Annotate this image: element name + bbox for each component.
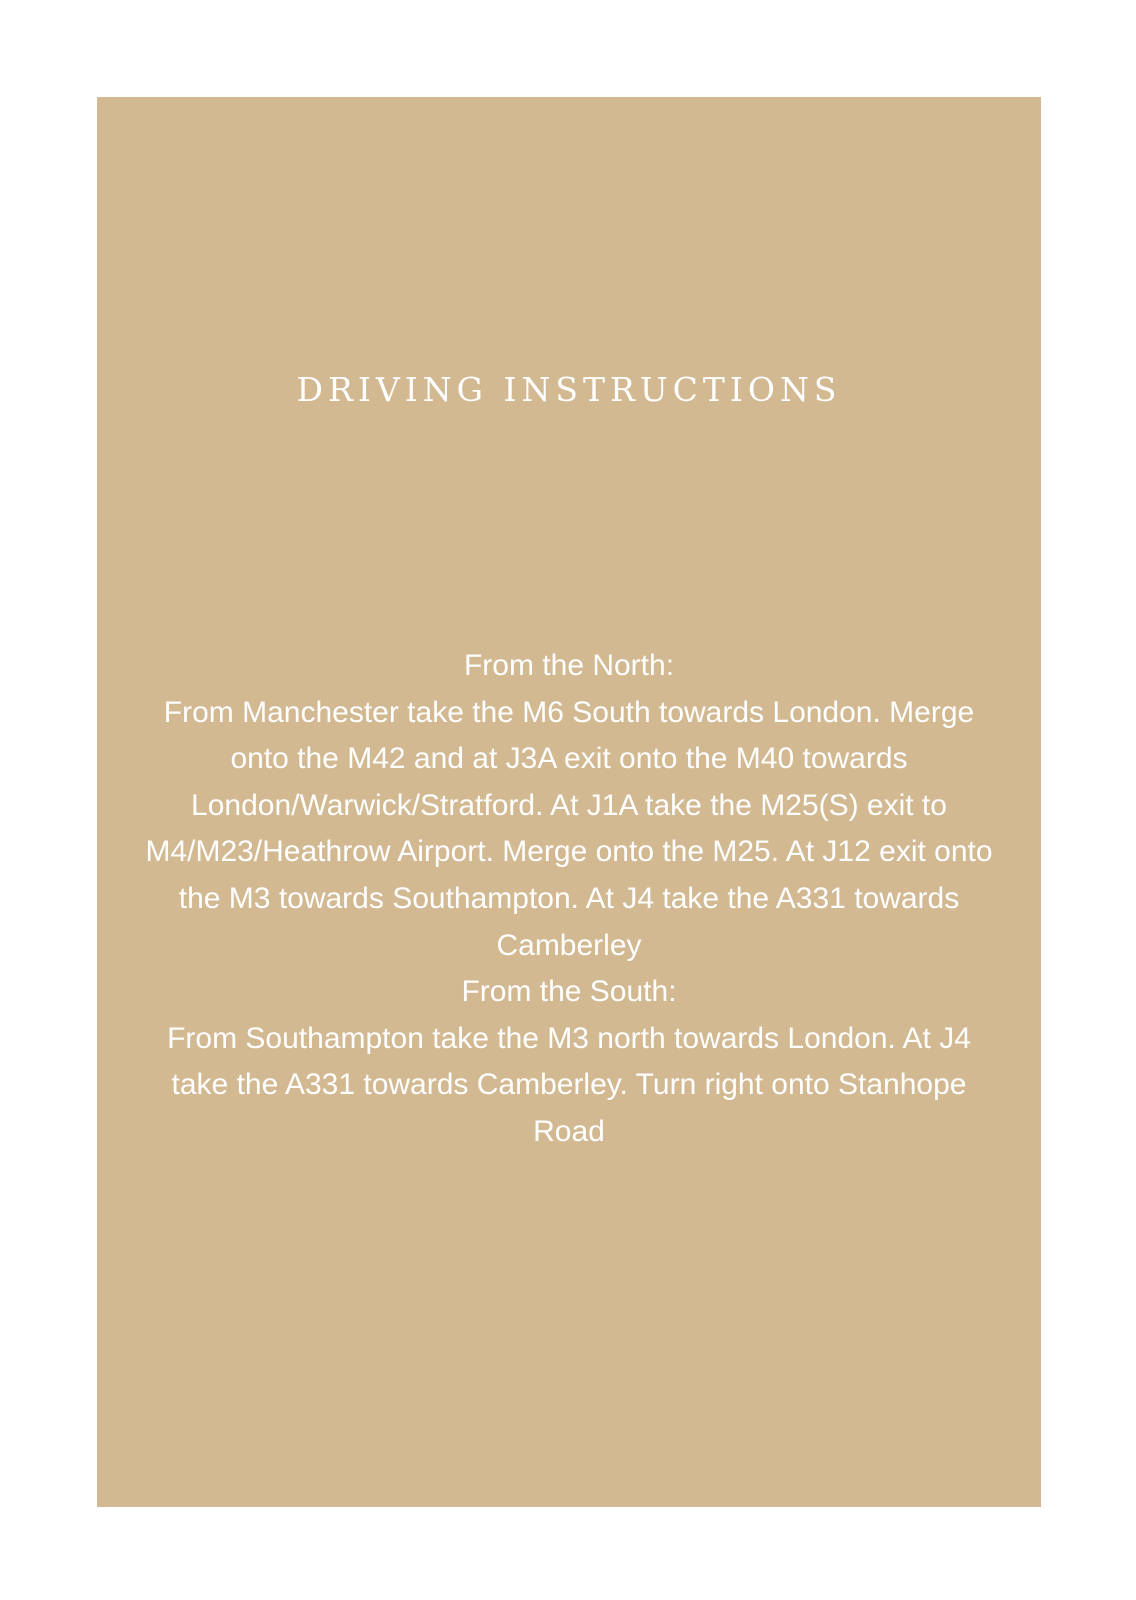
section-south-label: From the South: [461, 975, 677, 1009]
section-north-label: From the North: [463, 649, 675, 682]
section-south-text: From Southampton take the M3 north towards London. At J4 take the A331 towards Camberley. Turn right onto Stanhope Road [167, 1021, 971, 1148]
section-north-text: From Manchester take the M6 South towards London. Merge onto the M42 and at J3A exit onto the M40 towards London/Warwick/Stratford. At J1A take the M25(S) exit to M4/M23/Heathrow Airport. Merge onto the M25. At J12 exit onto the M3 towards Southampton. At J4 take the A331 towards Camberley [145, 695, 993, 962]
directions-panel [97, 97, 1041, 1507]
directions-text [137, 643, 1001, 1156]
page-title: DRIVING INSTRUCTIONS [296, 370, 842, 409]
